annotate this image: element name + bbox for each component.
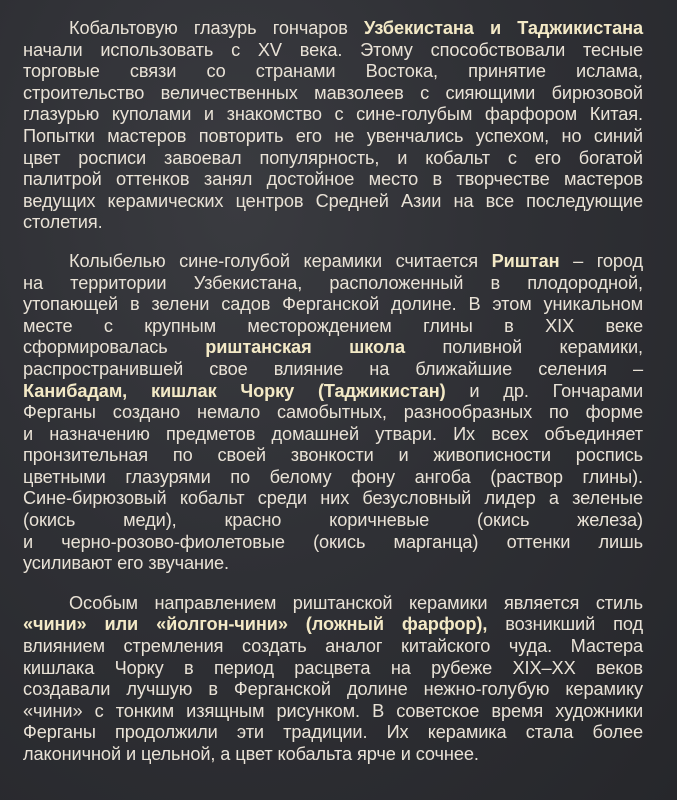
text-line [23, 532, 643, 554]
text-segment: Ферганы продолжили эти традиции. Их керамика стала более [23, 722, 643, 743]
text-segment: и др. Гончарами [445, 380, 643, 401]
text-segment: сформировалась [23, 337, 206, 358]
text-line [23, 636, 643, 658]
text-segment: глазурью куполами и знакомство с сине-голубым фарфором Китая. [23, 104, 643, 125]
text-segment: торговые связи со странами Востока, принятие ислама, [23, 61, 643, 82]
text-line [23, 744, 643, 766]
text-segment: ведущих керамических центров Средней Азии на все последующие [23, 190, 643, 211]
text-line [23, 510, 643, 532]
text-line [23, 445, 643, 467]
highlighted-text: риштанская школа [205, 337, 405, 358]
text-segment: и назначению предметов домашней утвари. Их всех объединяет [23, 423, 643, 444]
text-segment: Попытки мастеров повторить его не увенчались успехом, но синий [23, 125, 643, 146]
text-segment: распространившей свое влияние на ближайшие селения – [23, 358, 643, 379]
text-segment: влиянием стремления создать аналог китайского чуда. Мастера [23, 636, 643, 657]
text-segment: цвет росписи завоевал популярность, и кобальт с его богатой [23, 147, 643, 168]
text-segment: усиливают его звучание. [23, 553, 229, 574]
text-line [23, 424, 643, 446]
text-line [23, 722, 643, 744]
text-line [23, 104, 643, 126]
text-segment: возникший под [487, 614, 643, 635]
text-line [23, 553, 643, 575]
text-line [23, 402, 643, 424]
text-line [23, 40, 643, 62]
text-line [23, 294, 643, 316]
text-segment: – город [559, 250, 644, 271]
text-segment: Особым направлением риштанской керамики является стиль [69, 592, 643, 613]
highlighted-text: «чини» или «йолгон-чини» (ложный фарфор), [23, 614, 488, 635]
paragraph [23, 251, 643, 575]
text-segment: Сине-бирюзовый кобальт среди них безусловный лидер а зеленые [23, 488, 643, 509]
highlighted-text: Узбекистана и Таджикистана [364, 18, 643, 38]
text-line [23, 381, 643, 403]
text-segment: утопающей в зелени садов Ферганской долине. В этом уникальном [23, 294, 643, 315]
text-segment: строительство величественных мавзолеев с сияющими бирюзовой [23, 82, 643, 103]
text-line [23, 316, 643, 338]
text-segment: на территории Узбекистана, расположенный в плодородной, [23, 272, 643, 293]
text-line [23, 83, 643, 105]
paragraph [23, 593, 643, 766]
text-line [23, 614, 643, 636]
text-segment: (окись меди), красно коричневые (окись железа) [23, 510, 643, 531]
highlighted-text: Канибадам, кишлак Чорку (Таджикистан) [23, 380, 446, 401]
text-line [23, 701, 643, 723]
text-segment: и черно-розово-фиолетовые (окись марганца) оттенки лишь [23, 531, 643, 552]
paragraph [23, 18, 643, 234]
text-line [23, 148, 643, 170]
text-segment: поливной керамики, [404, 337, 643, 358]
text-line [23, 126, 643, 148]
text-line [23, 658, 643, 680]
text-segment: начали использовать с XV века. Этому способствовали тесные [23, 39, 643, 60]
text-line [23, 191, 643, 213]
text-line [23, 18, 643, 40]
text-line [23, 337, 643, 359]
text-line [23, 593, 643, 615]
text-segment: Ферганы создано немало самобытных, разнообразных по форме [23, 402, 643, 423]
text-line [23, 212, 643, 234]
text-line [23, 273, 643, 295]
text-line [23, 679, 643, 701]
text-line [23, 169, 643, 191]
text-segment: кишлака Чорку в период расцвета на рубеже XIX–XX веков [23, 657, 643, 678]
text-line [23, 488, 643, 510]
text-segment: Колыбелью сине-голубой керамики считается [69, 250, 492, 271]
text-segment: Кобальтовую глазурь гончаров [69, 18, 365, 38]
text-segment: столетия. [23, 212, 103, 233]
text-line [23, 359, 643, 381]
text-segment: цветными глазурями по белому фону ангоба (раствор глины). [23, 466, 643, 487]
text-line [23, 251, 643, 273]
text-line [23, 467, 643, 489]
text-segment: лаконичной и цельной, а цвет кобальта ярче и сочнее. [23, 744, 479, 764]
highlighted-text: Риштан [491, 250, 560, 271]
text-segment: пронзительная по своей звонкости и живописности роспись [23, 445, 643, 466]
text-segment: «чини» с тонким изящным рисунком. В советское время художники [23, 700, 643, 721]
text-line [23, 61, 643, 83]
text-segment: палитрой оттенков занял достойное место в творчестве мастеров [23, 169, 643, 190]
text-segment: создавали лучшую в Ферганской долине нежно-голубую керамику [23, 679, 643, 700]
text-segment: месте с крупным месторождением глины в XIX веке [23, 315, 643, 336]
